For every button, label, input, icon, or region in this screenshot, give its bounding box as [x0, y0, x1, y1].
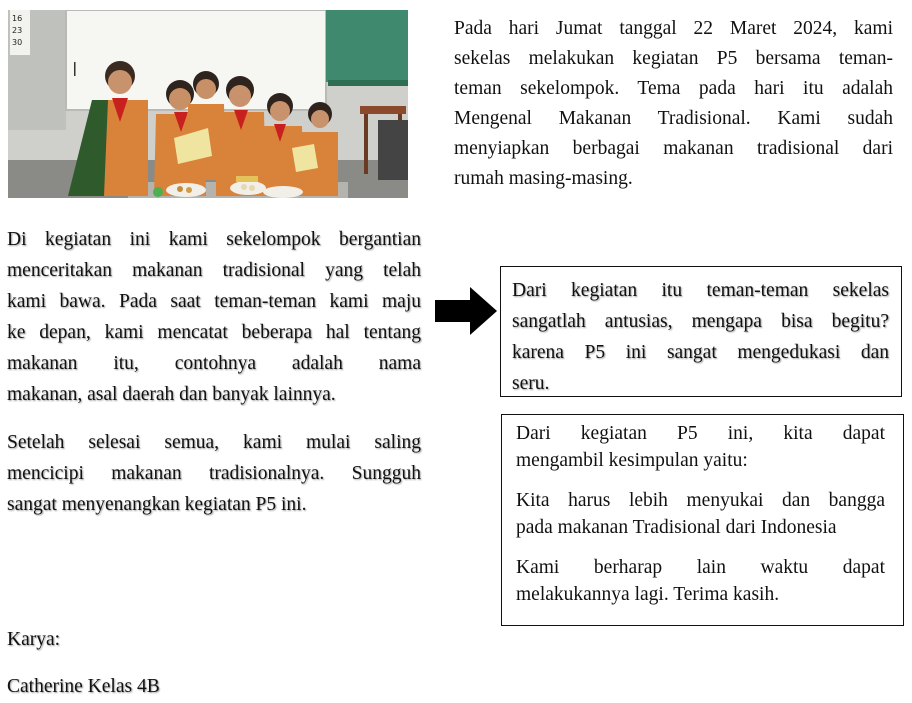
story-line: makanan, asal daerah dan banyak lainnya.: [7, 384, 336, 405]
tasting-line: mencicipi makanan tradisionalnya. Sungguh: [7, 463, 421, 484]
students-illustration: [8, 10, 408, 198]
right-arrow-icon: [434, 286, 498, 336]
classroom-photo: [8, 10, 408, 198]
karya-label: Karya:: [7, 629, 61, 650]
story-line: makanan itu, contohnya adalah nama: [7, 353, 421, 374]
tasting-line: sangat menyenangkan kegiatan P5 ini.: [7, 494, 307, 515]
enthusiasm-box: [500, 266, 902, 397]
story-line: menceritakan makanan tradisional yang telah: [7, 260, 421, 281]
conclusion-line: Dari kegiatan P5 ini, kita dapat: [516, 423, 885, 444]
enthusiasm-line: seru.: [512, 373, 550, 394]
tasting-paragraph: [7, 427, 421, 520]
enthusiasm-line: sangatlah antusias, mengapa bisa begitu?: [512, 311, 889, 332]
conclusion-closing: [516, 554, 885, 608]
enthusiasm-line: karena P5 ini sangat mengedukasi dan: [512, 342, 889, 363]
conclusion-line: melakukannya lagi. Terima kasih.: [516, 584, 780, 605]
calendar-digit: 23: [12, 26, 23, 35]
intro-line: menyiapkan berbagai makanan tradisional dari: [454, 138, 893, 159]
author-name: Catherine Kelas 4B: [7, 676, 160, 697]
tasting-line: Setelah selesai semua, kami mulai saling: [7, 432, 421, 453]
intro-paragraph: [454, 14, 893, 194]
conclusion-line: pada makanan Tradisional dari Indonesia: [516, 517, 837, 538]
enthusiasm-paragraph: [512, 275, 889, 399]
intro-line: sekelas melakukan kegiatan P5 bersama teman-: [454, 48, 893, 69]
intro-line: teman sekelompok. Tema pada hari itu adalah: [454, 78, 893, 99]
enthusiasm-line: Dari kegiatan itu teman-teman sekelas: [512, 280, 889, 301]
intro-line: rumah masing-masing.: [454, 168, 633, 189]
conclusion-intro: [516, 420, 885, 474]
conclusion-line: Kita harus lebih menyukai dan bangga: [516, 490, 885, 511]
story-line: ke depan, kami mencatat beberapa hal tentang: [7, 322, 421, 343]
story-line: kami bawa. Pada saat teman-teman kami maju: [7, 291, 421, 312]
intro-line: Mengenal Makanan Tradisional. Kami sudah: [454, 108, 893, 129]
conclusion-box: [501, 414, 904, 626]
conclusion-point: [516, 487, 885, 541]
intro-line: Pada hari Jumat tanggal 22 Maret 2024, kami: [454, 18, 893, 39]
story-line: Di kegiatan ini kami sekelompok bergantian: [7, 229, 421, 250]
story-paragraph: [7, 224, 421, 410]
calendar-digit: 16: [12, 14, 23, 23]
calendar-digit: 30: [12, 38, 23, 47]
conclusion-line: mengambil kesimpulan yaitu:: [516, 450, 748, 471]
conclusion-line: Kami berharap lain waktu dapat: [516, 557, 885, 578]
